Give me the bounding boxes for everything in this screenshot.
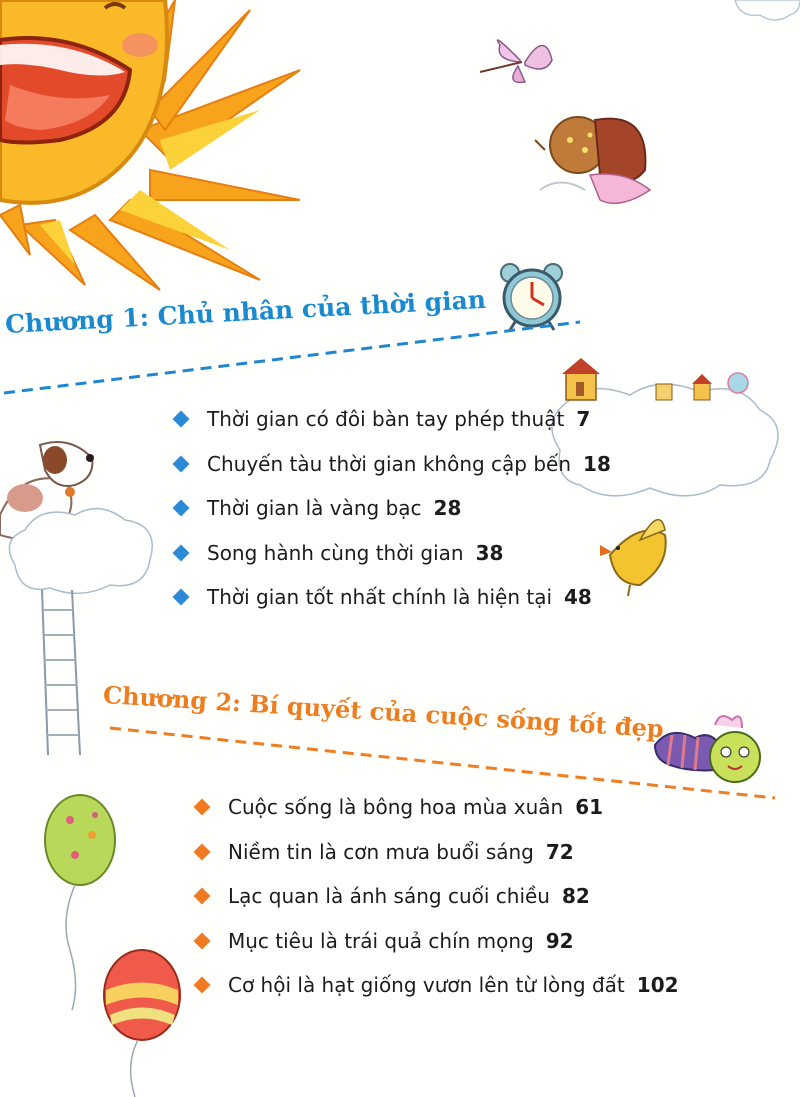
toc-entry[interactable] — [193, 963, 679, 1008]
toc-entry[interactable] — [193, 874, 679, 919]
toc-entry-page: 82 — [561, 884, 590, 909]
toc-entry-page: 38 — [475, 540, 504, 565]
alarm-clock-illustration — [501, 264, 562, 330]
diamond-bullet-icon — [173, 500, 190, 517]
diamond-bullet-icon — [173, 411, 190, 428]
toc-entry-title: Thời gian có đôi bàn tay phép thuật — [207, 407, 565, 432]
diamond-bullet-icon — [173, 544, 190, 561]
chapter2-toc-list — [193, 785, 679, 1008]
diamond-bullet-icon — [194, 977, 211, 994]
chapter2-heading: Chương 2: Bí quyết của cuộc sống tốt đẹp — [102, 680, 665, 744]
toc-entry-title: Thời gian tốt nhất chính là hiện tại — [207, 585, 552, 610]
toc-entry-title: Song hành cùng thời gian — [207, 540, 464, 565]
diamond-bullet-icon — [194, 799, 211, 816]
flying-cookie-girl-illustration — [535, 117, 650, 203]
diamond-bullet-icon — [194, 843, 211, 860]
toc-entry[interactable] — [172, 442, 611, 487]
toc-entry[interactable] — [172, 575, 611, 620]
cloud-ladder-illustration — [9, 509, 152, 755]
toc-entry-page: 28 — [433, 496, 462, 521]
diamond-bullet-icon — [173, 455, 190, 472]
sunflower-sun-illustration — [0, 0, 300, 290]
toc-entry-page: 92 — [545, 928, 574, 953]
toc-entry[interactable] — [172, 531, 611, 576]
chapter1-heading: Chương 1: Chủ nhân của thời gian — [4, 284, 487, 339]
toc-entry-page: 102 — [636, 973, 679, 998]
toc-entry-page: 18 — [583, 451, 611, 476]
toc-entry[interactable] — [193, 785, 679, 830]
toc-entry[interactable] — [193, 919, 679, 964]
diamond-bullet-icon — [173, 589, 190, 606]
toc-entry-title: Thời gian là vàng bạc — [207, 496, 422, 521]
caterpillar-illustration — [655, 716, 760, 782]
toc-entry[interactable] — [193, 830, 679, 875]
butterfly-illustration — [480, 40, 552, 82]
striped-balloon-illustration — [104, 950, 180, 1097]
toc-entry-title: Lạc quan là ánh sáng cuối chiều — [228, 884, 550, 909]
toc-entry-title: Mục tiêu là trái quả chín mọng — [228, 928, 534, 953]
toc-entry[interactable] — [172, 397, 611, 442]
chapter1-toc-list — [172, 397, 611, 620]
toc-entry-title: Cơ hội là hạt giống vươn lên từ lòng đất — [228, 973, 625, 998]
diamond-bullet-icon — [194, 932, 211, 949]
toc-entry[interactable] — [172, 486, 611, 531]
corner-cloud-illustration — [735, 0, 800, 20]
toc-entry-page: 48 — [564, 585, 592, 610]
toc-entry-title: Niềm tin là cơn mưa buổi sáng — [228, 839, 534, 864]
toc-entry-page: 72 — [545, 839, 574, 864]
toc-entry-page: 7 — [576, 407, 591, 432]
diamond-bullet-icon — [194, 888, 211, 905]
toc-entry-page: 61 — [575, 795, 604, 820]
toc-entry-title: Chuyến tàu thời gian không cập bến — [207, 451, 572, 476]
green-balloon-illustration — [45, 795, 115, 1010]
toc-entry-title: Cuộc sống là bông hoa mùa xuân — [228, 795, 564, 820]
